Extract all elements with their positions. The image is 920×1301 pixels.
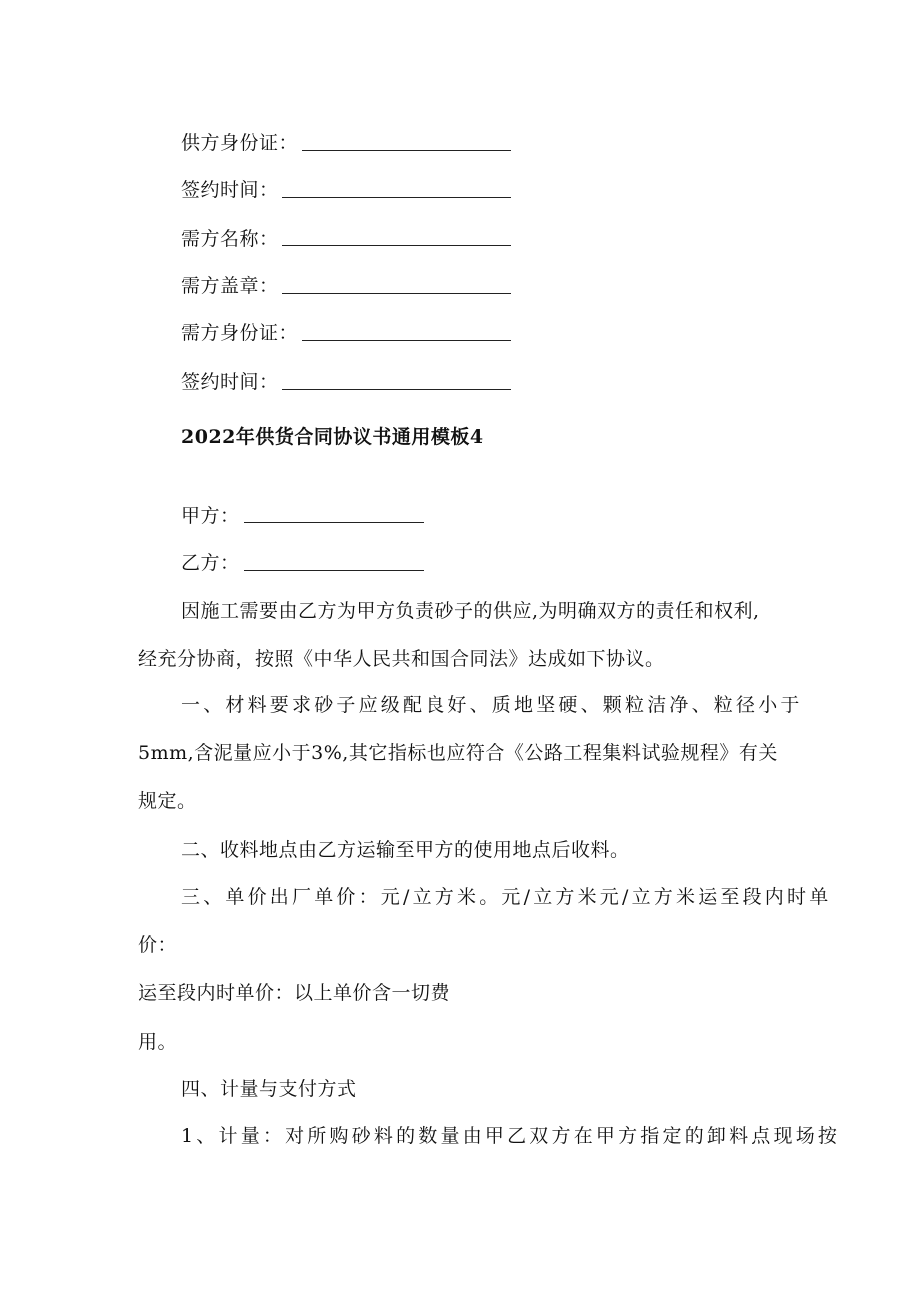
signature-blank-buyer-name[interactable] — [282, 245, 511, 246]
party-a-label: 甲方： — [181, 505, 240, 527]
clause-3-line1: 三、单价出厂单价：元/立方米。元/立方米元/立方米运至段内时单 — [181, 886, 832, 908]
document-title: 2022年供货合同协议书通用模板4 — [181, 426, 484, 448]
party-b-label: 乙方： — [181, 552, 240, 574]
party-a-blank[interactable] — [244, 522, 424, 523]
signature-blank-buyer-date[interactable] — [282, 389, 511, 390]
clause-3-line3: 运至段内时单价：以上单价含一切费 — [138, 982, 451, 1004]
clause-4-heading: 四、计量与支付方式 — [181, 1078, 357, 1100]
party-b-blank[interactable] — [244, 570, 424, 571]
signature-blank-buyer-id[interactable] — [302, 340, 511, 341]
clause-3-line2: 价： — [138, 934, 178, 956]
signature-label-buyer-date: 签约时间： — [181, 371, 279, 393]
signature-blank-buyer-seal[interactable] — [282, 293, 511, 294]
clause-1-line2: 5mm,含泥量应小于3%,其它指标也应符合《公路工程集料试验规程》有关 — [138, 742, 778, 764]
signature-blank-supplier-date[interactable] — [282, 197, 511, 198]
clause-3-line4: 用。 — [138, 1031, 178, 1053]
clause-1-line1: 一、材料要求砂子应级配良好、质地坚硬、颗粒洁净、粒径小于 — [181, 694, 803, 716]
signature-label-buyer-seal: 需方盖章： — [181, 275, 279, 297]
signature-label-supplier-date: 签约时间： — [181, 179, 279, 201]
clause-4-1: 1、计量：对所购砂料的数量由甲乙双方在甲方指定的卸料点现场按 — [181, 1125, 841, 1147]
clause-2: 二、收料地点由乙方运输至甲方的使用地点后收料。 — [181, 839, 630, 861]
intro-paragraph-line2: 经充分协商，按照《中华人民共和国合同法》达成如下协议。 — [138, 648, 665, 670]
signature-blank-supplier-id[interactable] — [302, 150, 511, 151]
intro-paragraph-line1: 因施工需要由乙方为甲方负责砂子的供应,为明确双方的责任和权利, — [181, 600, 760, 622]
clause-1-line3: 规定。 — [138, 790, 197, 812]
signature-label-buyer-name: 需方名称： — [181, 228, 279, 250]
signature-label-supplier-id: 供方身份证： — [181, 132, 299, 154]
signature-label-buyer-id: 需方身份证： — [181, 322, 299, 344]
